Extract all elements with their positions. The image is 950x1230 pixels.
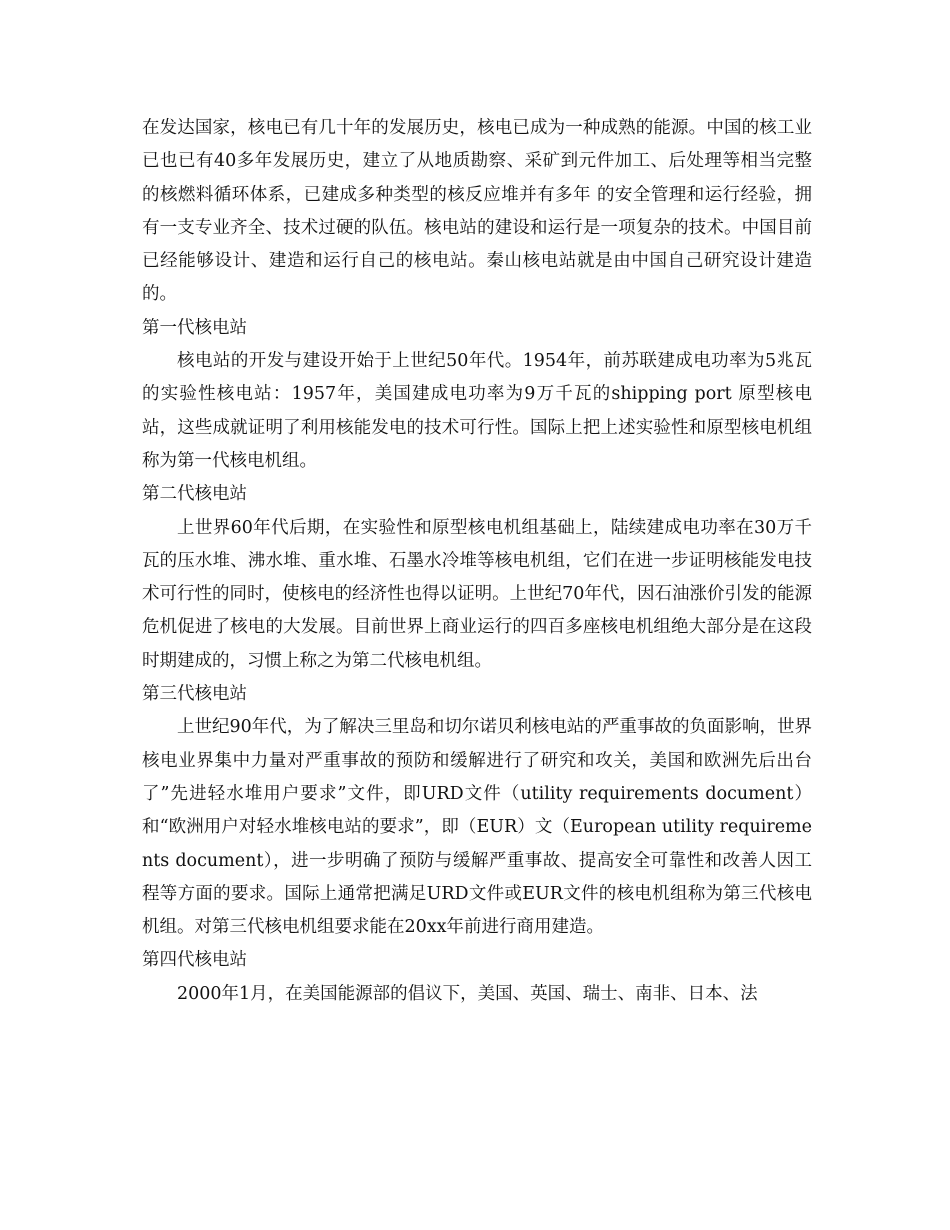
section-heading-gen4: 第四代核电站 [142, 950, 247, 971]
section-heading-gen2: 第二代核电站 [142, 484, 247, 505]
intro-paragraph: 在发达国家，核电已有几十年的发展历史，核电已成为一种成熟的能源。中国的核工业已也已有40多年发展历史，建立了从地质勘察、采矿到元件加工、后处理等相当完整 的核燃料循环体系，已建成多种类型的核反应堆并有多年 的安全管理和运行经验，拥有一支专业齐全、技术过硬的队伍。核电站的建设和运行是一项复杂的技术。中国目前已经能够设计、建造和运行自己的核电站。秦山核电站就是由中国自己研究设计建造的。 [142, 118, 812, 305]
section-heading-gen3: 第三代核电站 [142, 684, 247, 705]
section-paragraph-gen4: 2000年1月，在美国能源部的倡议下，美国、英国、瑞士、南非、日本、法 [177, 983, 758, 1004]
document-page [142, 112, 812, 1011]
section-paragraph-gen3: 上世纪90年代，为了解决三里岛和切尔诺贝利核电站的严重事故的负面影响，世界核电业界集中力量对严重事故的预防和缓解进行了研究和攻关，美国和欧洲先后出台了”先进轻水堆用户要求”文件，即URD文件（utility requirements document）和“欧洲用户对轻水堆核电站的要求”，即（EUR）文（European utility requirements document），进一步明确了预防与缓解严重事故、提高安全可靠性和改善人因工程等方面的要求。国际上通常把满足URD文件或EUR文件的核电机组称为第三代核电机组。对第三代核电机组要求能在20xx年前进行商用建造。 [142, 717, 812, 938]
section-paragraph-gen2: 上世界60年代后期，在实验性和原型核电机组基础上，陆续建成电功率在30万千瓦的压水堆、沸水堆、重水堆、石墨水冷堆等核电机组，它们在进一步证明核能发电技术可行性的同时，使核电的经济性也得以证明。上世纪70年代，因石油涨价引发的能源危机促进了核电的大发展。目前世界上商业运行的四百多座核电机组绝大部分是在这段时期建成的，习惯上称之为第二代核电机组。 [142, 517, 812, 671]
section-paragraph-gen1: 核电站的开发与建设开始于上世纪50年代。1954年，前苏联建成电功率为5兆瓦的实验性核电站：1957年，美国建成电功率为9万千瓦的shipping port 原型核电站，这些成就证明了利用核能发电的技术可行性。国际上把上述实验性和原型核电机组称为第一代核电机组。 [142, 351, 812, 471]
section-heading-gen1: 第一代核电站 [142, 317, 247, 338]
